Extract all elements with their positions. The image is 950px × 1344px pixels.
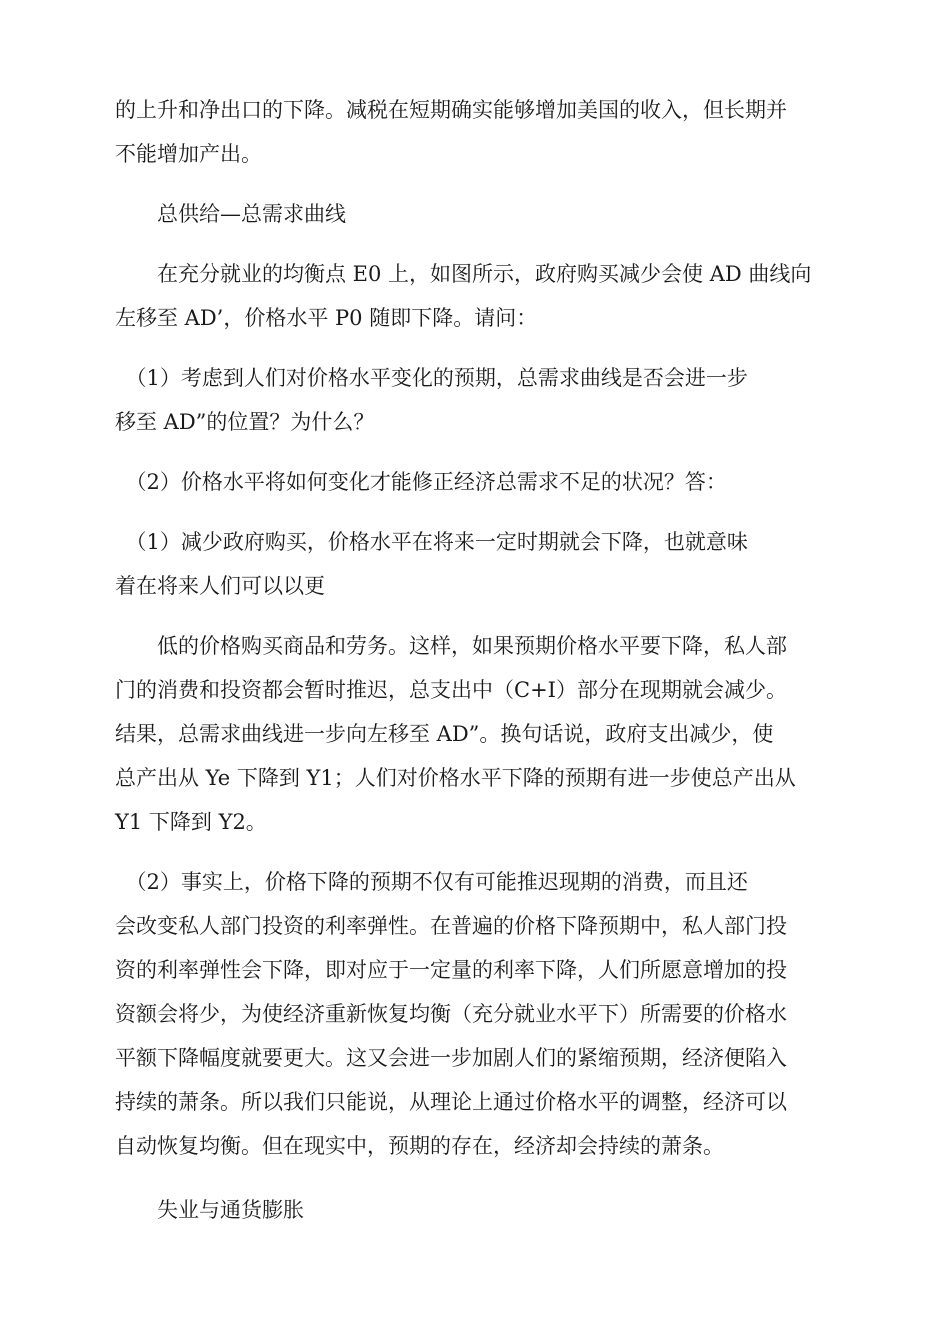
section-heading-as-ad-curve (115, 192, 835, 236)
text-line: （2）价格水平将如何变化才能修正经济总需求不足的状况？答： (115, 470, 727, 494)
paragraph-answer-2 (115, 860, 835, 1168)
text-line: 的上升和净出口的下降。减税在短期确实能够增加美国的收入，但长期并 (115, 98, 787, 122)
text-line: 资的利率弹性会下降，即对应于一定量的利率下降，人们所愿意增加的投 (115, 958, 787, 982)
paragraph-answer-1-continued (115, 624, 835, 844)
text-line: 移至 AD”的位置？为什么？ (115, 410, 375, 434)
text-line: 失业与通货膨胀 (115, 1198, 304, 1222)
text-line: （1）考虑到人们对价格水平变化的预期，总需求曲线是否会进一步 (115, 366, 748, 390)
paragraph-question-intro (115, 252, 835, 340)
text-line: 平额下降幅度就要更大。这又会进一步加剧人们的紧缩预期，经济便陷入 (115, 1046, 787, 1070)
text-line: 左移至 AD’，价格水平 P0 随即下降。请问： (115, 306, 538, 330)
text-line: 会改变私人部门投资的利率弹性。在普遍的价格下降预期中，私人部门投 (115, 914, 787, 938)
paragraph-question-1 (115, 356, 835, 444)
paragraph-tax-cut-effect (115, 88, 835, 176)
text-line: 总产出从 Ye 下降到 Y1；人们对价格水平下降的预期有进一步使总产出从 (115, 766, 796, 790)
text-line: 结果，总需求曲线进一步向左移至 AD”。换句话说，政府支出减少，使 (115, 722, 774, 746)
paragraph-answer-1-start (115, 520, 835, 608)
text-line: 着在将来人们可以以更 (115, 574, 325, 598)
text-line: 低的价格购买商品和劳务。这样，如果预期价格水平要下降，私人部 (115, 634, 787, 658)
text-line: 不能增加产出。 (115, 142, 262, 166)
text-line: 总供给—总需求曲线 (115, 202, 346, 226)
text-line: 门的消费和投资都会暂时推迟，总支出中（C+I）部分在现期就会减少。 (115, 678, 787, 702)
text-line: （2）事实上，价格下降的预期不仅有可能推迟现期的消费，而且还 (115, 870, 748, 894)
text-line: 持续的萧条。所以我们只能说，从理论上通过价格水平的调整，经济可以 (115, 1090, 787, 1114)
section-heading-unemployment-inflation (115, 1188, 835, 1232)
text-line: Y1 下降到 Y2。 (115, 810, 267, 834)
text-line: 资额会将少，为使经济重新恢复均衡（充分就业水平下）所需要的价格水 (115, 1002, 787, 1026)
text-line: （1）减少政府购买，价格水平在将来一定时期就会下降，也就意味 (115, 530, 748, 554)
text-line: 在充分就业的均衡点 E0 上，如图所示，政府购买减少会使 AD 曲线向 (115, 262, 812, 286)
text-line: 自动恢复均衡。但在现实中，预期的存在，经济却会持续的萧条。 (115, 1134, 724, 1158)
paragraph-question-2 (115, 460, 835, 504)
